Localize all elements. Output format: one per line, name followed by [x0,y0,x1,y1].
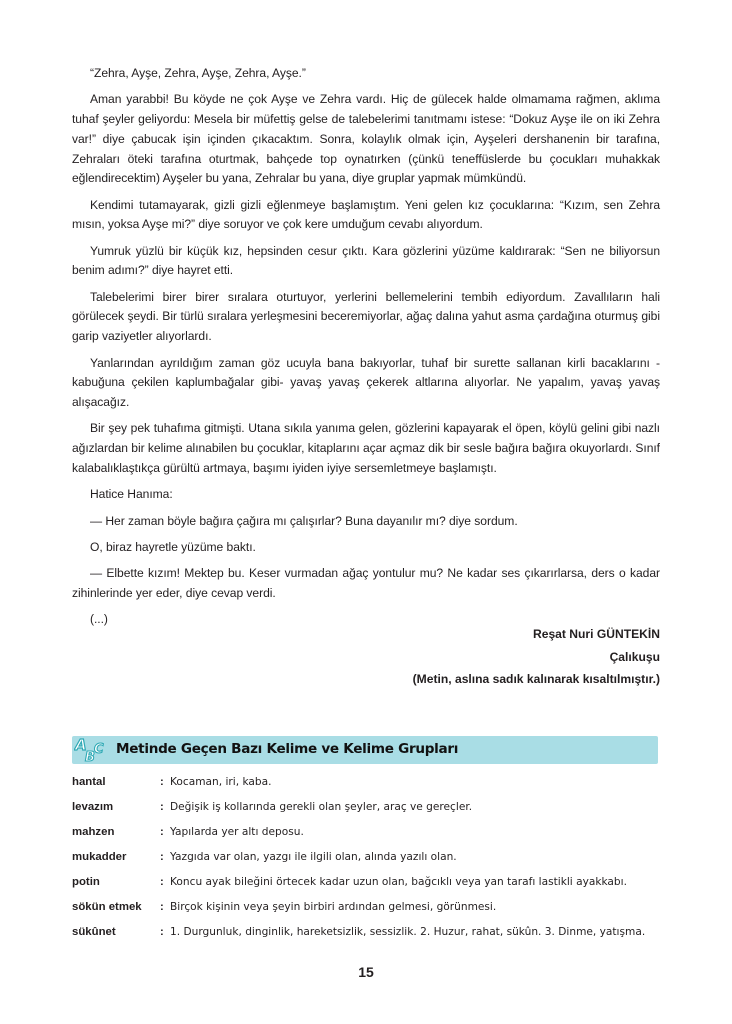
vocabulary-definition: Birçok kişinin veya şeyin birbiri ardından gelmesi, görünmesi. [170,901,497,913]
paragraph: Talebelerimi birer birer sıralara oturtuyor, yerlerini bellemelerini tembih ediyordum. Zavallıların hali görülecek şeydi. Bir türlü sıralara yerleşmesini beceremiyorlar, ağaç dalına yahut asma çardağına oturmuş gibi garip vaziyetler alıyorlardı. [72,289,660,344]
vocabulary-definition: Koncu ayak bileğini örtecek kadar uzun olan, bağcıklı veya yan tarafı lastikli ayakkabı. [170,876,627,888]
passage-text [72,64,660,637]
abridgement-note: (Metin, aslına sadık kalınarak kısaltılmıştır.) [412,672,660,686]
vocabulary-definition: 1. Durgunluk, dinginlik, hareketsizlik, sessizlik. 2. Huzur, rahat, sükûn. 3. Dinme, yatışma. [170,926,646,938]
svg-text:A: A [75,736,87,754]
vocabulary-term: sökün etmek [72,901,142,913]
page-number: 15 [358,964,374,980]
abc-icon [74,732,108,768]
vocabulary-entry [72,874,672,899]
vocabulary-term: sükûnet [72,926,116,938]
vocabulary-entry [72,799,672,824]
vocabulary-entry [72,899,672,924]
colon: : [160,776,164,788]
colon: : [160,826,164,838]
vocabulary-definition: Yapılarda yer altı deposu. [170,826,304,838]
vocabulary-entry [72,774,672,799]
vocabulary-definition: Kocaman, iri, kaba. [170,776,272,788]
vocabulary-term: levazım [72,801,114,813]
paragraph: Yanlarından ayrıldığım zaman göz ucuyla bana bakıyorlar, tuhaf bir surette sallanan kirli bacaklarını -kabuğuna çekilen kaplumbağalar gibi- yavaş yavaş çekerek altlarına alıyorlar. Ne yapalım, yavaş yavaş alışacağız. [72,355,660,409]
vocabulary-entry [72,824,672,849]
svg-text:B: B [85,750,95,765]
vocabulary-title: Metinde Geçen Bazı Kelime ve Kelime Grupları [116,741,459,757]
paragraph: Yumruk yüzlü bir küçük kız, hepsinden cesur çıktı. Kara gözlerini yüzüme kaldırarak: “Sen ne biliyorsun benim adımı?” diye hayret etti. [72,243,660,278]
colon: : [160,901,164,913]
paragraph: Bir şey pek tuhafıma gitmişti. Utana sıkıla yanıma gelen, gözlerini kapayarak el öpen, köylü gelini gibi nazlı ağızlardan bir kelime alınabilen bu çocuklar, kitaplarını açar açmaz dik bir sesle bağıra bağıra okuyorlardı. Sınıf kalabalıklaştıkça gürültü artmaya, başımı iyiden iyiye sersemletmeye başlamıştı. [72,421,660,475]
vocabulary-term: potin [72,876,100,888]
vocabulary-term: mukadder [72,851,127,863]
vocabulary-header [72,736,658,764]
vocabulary-term: mahzen [72,826,115,838]
vocabulary-list [72,774,672,949]
attribution [413,623,660,691]
paragraph: O, biraz hayretle yüzüme baktı. [90,539,256,554]
svg-text:C: C [94,742,104,757]
colon: : [160,801,164,813]
vocabulary-term: hantal [72,776,106,788]
paragraph: — Elbette kızım! Mektep bu. Keser vurmadan ağaç yontulur mu? Ne kadar ses çıkarırlarsa, ders o kadar zihinlerinde yer eder, diye cevap verdi. [72,566,660,601]
vocabulary-definition: Değişik iş kollarında gerekli olan şeyler, araç ve gereçler. [170,801,473,813]
paragraph: (...) [90,612,108,627]
work-title: Çalıkuşu [609,649,660,664]
paragraph: Aman yarabbi! Bu köyde ne çok Ayşe ve Zehra vardı. Hiç de gülecek halde olmamama rağmen, aklıma tuhaf şeyler geliyordu: Mesela bir müfettiş gelse de talebelerimi tanıtmamı istese: “Dokuz Ayşe ile on iki Zehra var!” diye çabucak işin içinden çıkacaktım. Sonra, kolaylık olmak için, Ayşeleri dershanenin bir tarafına, Zehraları öteki tarafına oturtmak, bahçede top oynatırken (çünkü teneffüslerde bu çocukları muhakkak eğlendirecektim) Ayşeler bu yana, Zehralar bu yana, diye gruplar yapmak mümkündü. [72,92,660,186]
paragraph: — Her zaman böyle bağıra çağıra mı çalışırlar? Buna dayanılır mı? diye sordum. [90,513,518,528]
colon: : [160,926,164,938]
colon: : [160,851,164,863]
paragraph: Hatice Hanıma: [90,487,173,502]
colon: : [160,876,164,888]
author-name: Reşat Nuri GÜNTEKİN [532,627,660,641]
paragraph: “Zehra, Ayşe, Zehra, Ayşe, Zehra, Ayşe.” [90,66,306,80]
paragraph: Kendimi tutamayarak, gizli gizli eğlenmeye başlamıştım. Yeni gelen kız çocuklarına: “Kızım, sen Zehra mısın, yoksa Ayşe mi?” diye soruyor ve çok kere umduğum cevabı alıyordum. [72,197,660,232]
vocabulary-definition: Yazgıda var olan, yazgı ile ilgili olan, alında yazılı olan. [170,851,457,863]
vocabulary-entry [72,849,672,874]
vocabulary-entry [72,924,672,949]
